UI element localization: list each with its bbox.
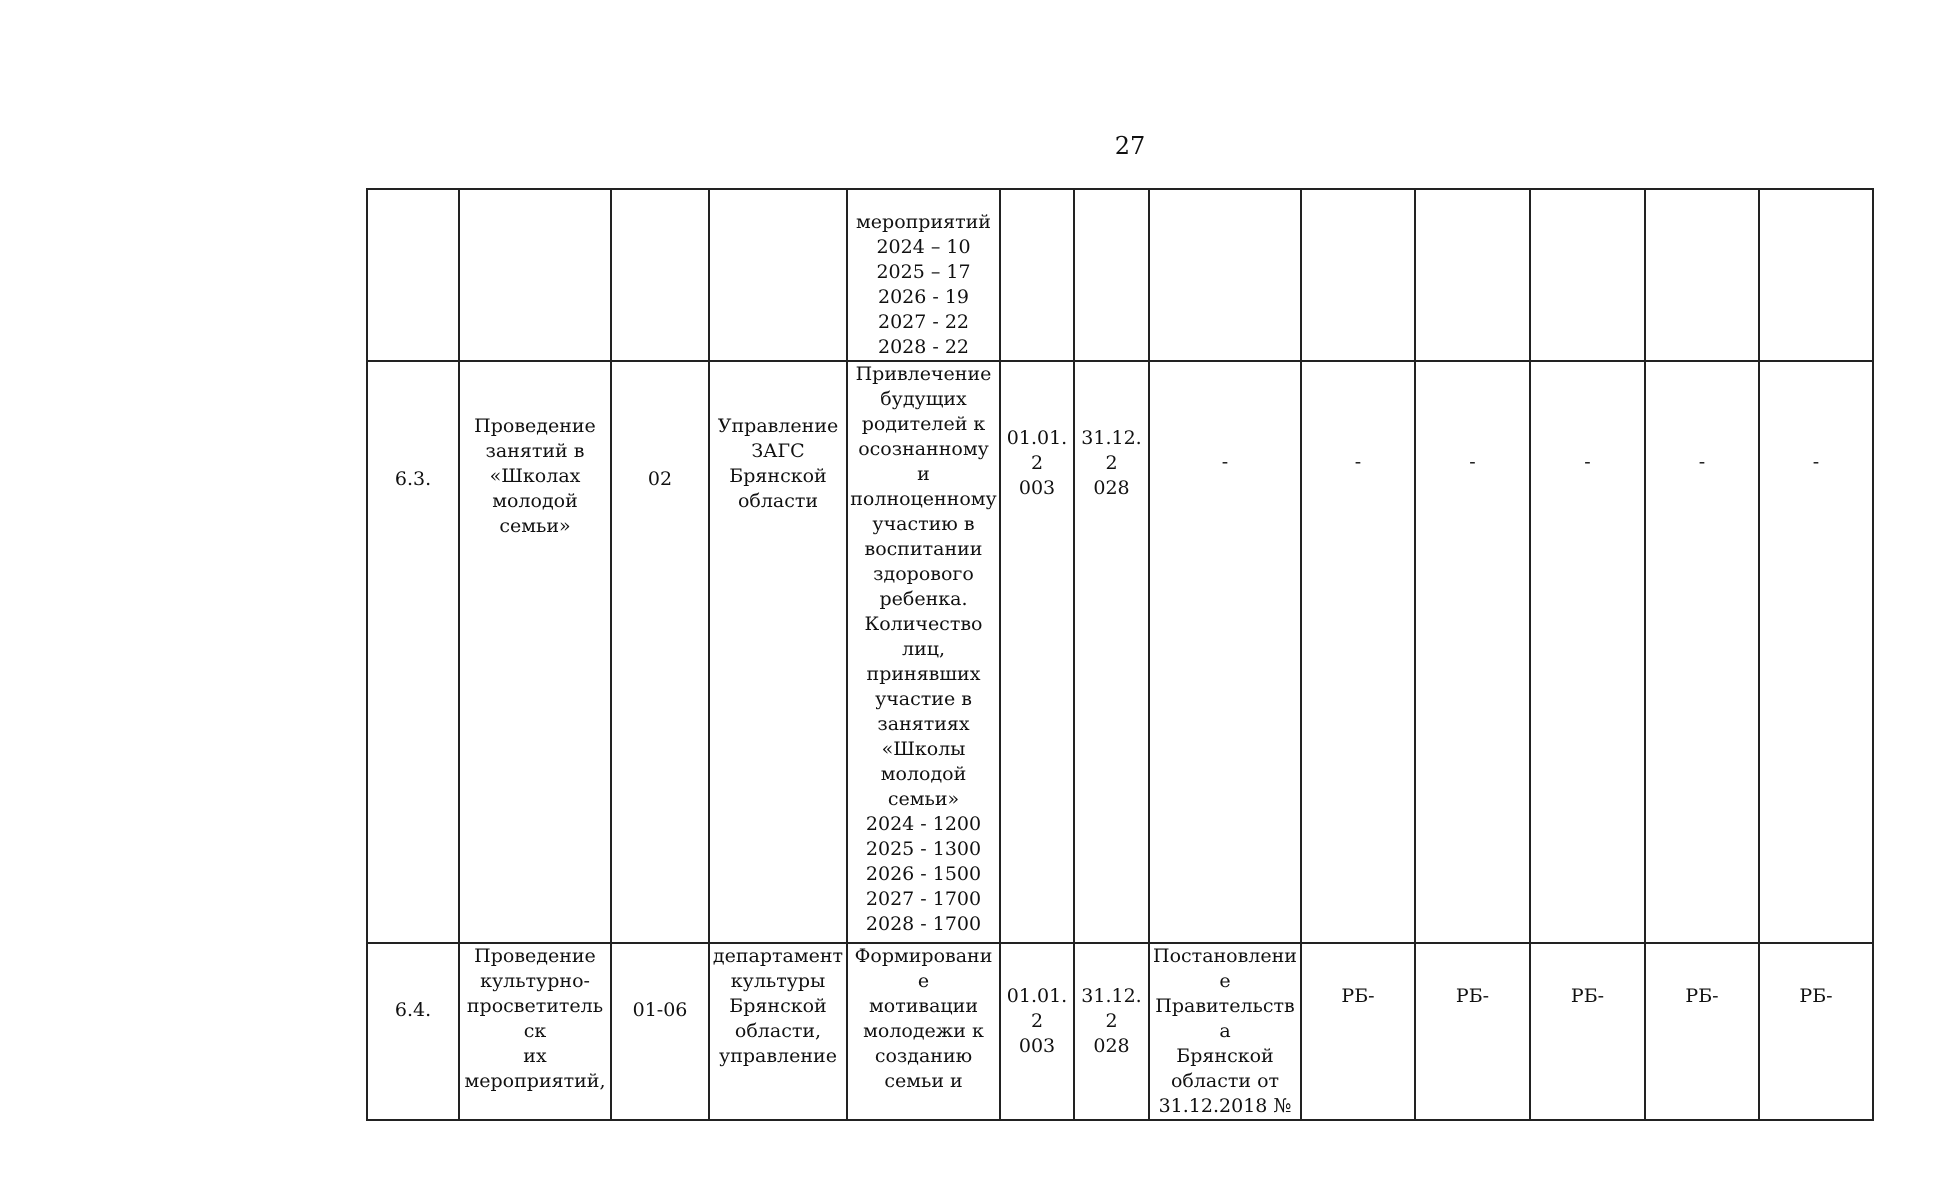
cell-funding-4: РБ- (1645, 943, 1759, 1120)
cell-funding-2 (1415, 189, 1530, 361)
cell-executor (709, 189, 847, 361)
cell-executor: Управление ЗАГС Брянской области (709, 361, 847, 943)
cell-funding-3: - (1530, 361, 1645, 943)
cell-executor: департамент культуры Брянской области, управление (709, 943, 847, 1120)
cell-end-date (1074, 189, 1149, 361)
cell-basis: Постановление Правительства Брянской области от 31.12.2018 № (1149, 943, 1301, 1120)
cell-funding-3 (1530, 189, 1645, 361)
cell-funding-5 (1759, 189, 1873, 361)
cell-result: Формирование мотивации молодежи к созданию семьи и (847, 943, 1000, 1120)
cell-funding-1 (1301, 189, 1415, 361)
table-row (367, 943, 1873, 1120)
cell-funding-4 (1645, 189, 1759, 361)
cell-funding-2: - (1415, 361, 1530, 943)
cell-funding-5: - (1759, 361, 1873, 943)
cell-code: 01-06 (611, 943, 709, 1120)
cell-start-date: 01.01.2 003 (1000, 943, 1074, 1120)
cell-funding-2: РБ- (1415, 943, 1530, 1120)
cell-start-date (1000, 189, 1074, 361)
cell-number: 6.3. (367, 361, 459, 943)
cell-funding-3: РБ- (1530, 943, 1645, 1120)
cell-funding-4: - (1645, 361, 1759, 943)
cell-activity (459, 189, 611, 361)
cell-funding-1: - (1301, 361, 1415, 943)
cell-funding-1: РБ- (1301, 943, 1415, 1120)
cell-result: мероприятий 2024 – 10 2025 – 17 2026 - 19 2027 - 22 2028 - 22 (847, 189, 1000, 361)
table-row (367, 189, 1873, 361)
table-row (367, 361, 1873, 943)
page-number: 27 (1114, 132, 1146, 160)
cell-activity: Проведение культурно- просветительск их мероприятий, (459, 943, 611, 1120)
cell-end-date: 31.12.2 028 (1074, 943, 1149, 1120)
program-table (366, 188, 1874, 1121)
cell-code (611, 189, 709, 361)
cell-basis (1149, 189, 1301, 361)
cell-basis: - (1149, 361, 1301, 943)
cell-code: 02 (611, 361, 709, 943)
cell-funding-5: РБ- (1759, 943, 1873, 1120)
cell-number: 6.4. (367, 943, 459, 1120)
cell-activity: Проведение занятий в «Школах молодой семьи» (459, 361, 611, 943)
cell-result: Привлечение будущих родителей к осознанному и полноценному участию в воспитании здорового ребенка. Количество лиц, принявших участие в занятиях «Школы молодой семьи» 2024 - 1200 2025 - 1300 2026 - 1500 2027 - 1700 2028 - 1700 (847, 361, 1000, 943)
cell-number (367, 189, 459, 361)
cell-end-date: 31.12.2 028 (1074, 361, 1149, 943)
cell-start-date: 01.01.2 003 (1000, 361, 1074, 943)
